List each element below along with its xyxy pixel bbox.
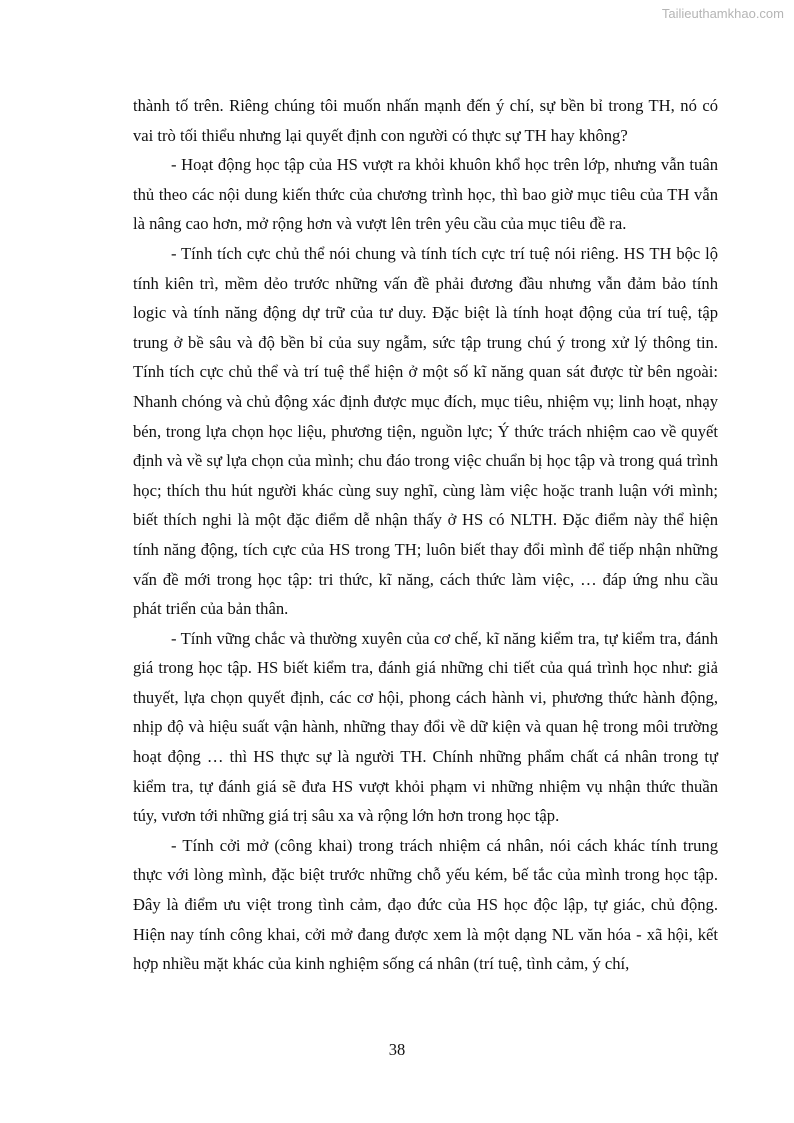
paragraph-learning-activity: - Hoạt động học tập của HS vượt ra khỏi khuôn khổ học trên lớp, nhưng vẫn tuân thủ theo các nội dung kiến thức của chương trình học, thì bao giờ mục tiêu của TH vẫn là nâng cao hơn, mở rộng hơn và vượt lên trên yêu cầu của mục tiêu đề ra. <box>133 155 718 234</box>
paragraph-active-subject: - Tính tích cực chủ thể nói chung và tính tích cực trí tuệ nói riêng. HS TH bộc lộ tính kiên trì, mềm dẻo trước những vấn đề phải đương đầu nhưng vẫn đảm bảo tính logic và tính năng động dự trữ của tư duy. Đặc biệt là tính hoạt động của trí tuệ, tập trung ở bề sâu và độ bền bỉ của suy ngẫm, sức tập trung chú ý trong xử lý thông tin. Tính tích cực chủ thể và trí tuệ thể hiện ở một số kĩ năng quan sát được từ bên ngoài: Nhanh chóng và chủ động xác định được mục đích, mục tiêu, nhiệm vụ; linh hoạt, nhạy bén, trong lựa chọn học liệu, phương tiện, nguồn lực; Ý thức trách nhiệm cao về quyết định và về sự lựa chọn của mình; chu đáo trong việc chuẩn bị học tập và trong quá trình học; thích thu hút người khác cùng suy nghĩ, cùng làm việc hoặc tranh luận với mình; biết thích nghi là một đặc điểm dễ nhận thấy ở HS có NLTH. Đặc điểm này thể hiện tính năng động, tích cực của HS trong TH; luôn biết thay đổi mình để tiếp nhận những vấn đề mới trong học tập: tri thức, kĩ năng, cách thức làm việc, … đáp ứng nhu cầu phát triển của bản thân. <box>133 243 718 619</box>
paragraph-self-assessment: - Tính vững chắc và thường xuyên của cơ chế, kĩ năng kiểm tra, tự kiểm tra, đánh giá trong học tập. HS biết kiểm tra, đánh giá những chi tiết của quá trình học như: giả thuyết, lựa chọn quyết định, các cơ hội, phong cách hành vi, phương thức hành động, nhịp độ và hiệu suất vận hành, những thay đổi về dữ kiện và quan hệ trong môi trường hoạt động … thì HS thực sự là người TH. Chính những phẩm chất cá nhân trong tự kiểm tra, tự đánh giá sẽ đưa HS vượt khỏi phạm vi những nhiệm vụ nhận thức thuần túy, vươn tới những giá trị sâu xa và rộng lớn hơn trong học tập. <box>133 628 718 826</box>
paragraph-openness: - Tính cởi mở (công khai) trong trách nhiệm cá nhân, nói cách khác tính trung thực với lòng mình, đặc biệt trước những chỗ yếu kém, bế tắc của mình trong học tập. Đây là điểm ưu việt trong tình cảm, đạo đức của HS học độc lập, tự giác, chủ động. Hiện nay tính công khai, cởi mở đang được xem là một dạng NL văn hóa - xã hội, kết hợp nhiều mặt khác của kinh nghiệm sống cá nhân (trí tuệ, tình cảm, ý chí, <box>133 835 718 974</box>
page-body <box>133 91 718 979</box>
page-number: 38 <box>388 1040 406 1059</box>
paragraph-continuation: thành tố trên. Riêng chúng tôi muốn nhấn mạnh đến ý chí, sự bền bỉ trong TH, nó có vai trò tối thiểu nhưng lại quyết định con người có thực sự TH hay không? <box>133 96 718 145</box>
site-watermark: Tailieuthamkhao.com <box>661 6 784 21</box>
